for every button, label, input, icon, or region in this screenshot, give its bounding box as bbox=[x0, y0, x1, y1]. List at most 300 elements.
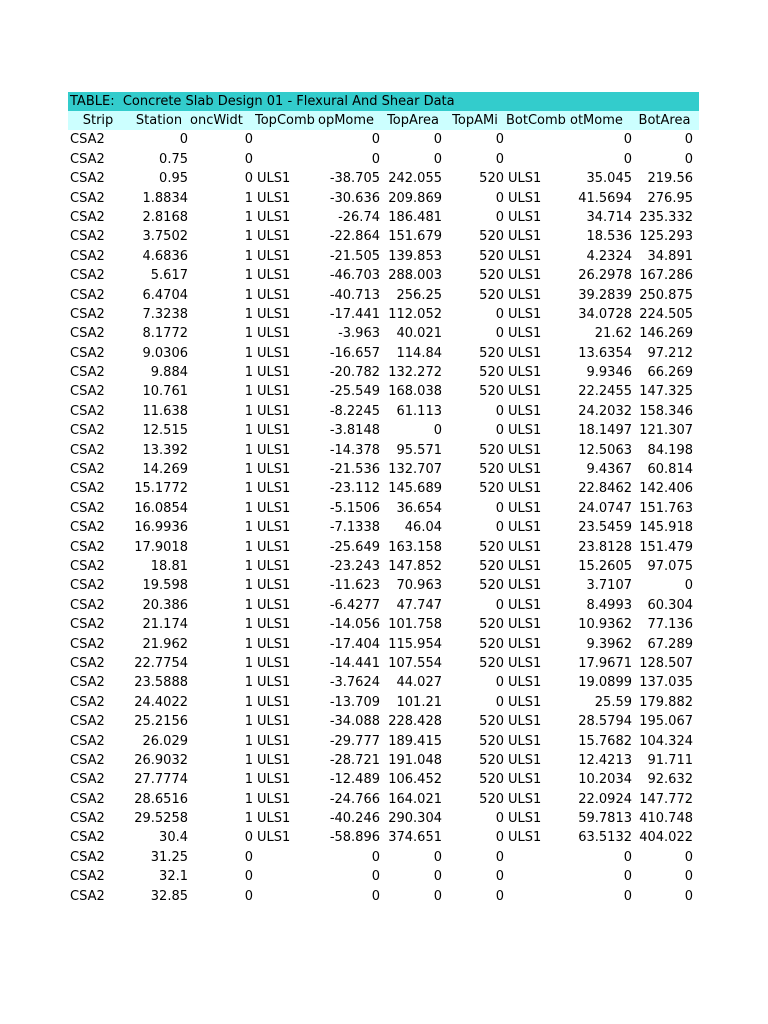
table-cell: 209.869 bbox=[388, 190, 442, 206]
table-cell: 16.0854 bbox=[134, 500, 188, 516]
table-cell: 18.1497 bbox=[578, 423, 632, 439]
table-cell: 0 bbox=[495, 869, 504, 885]
table-cell: 0 bbox=[495, 694, 504, 710]
table-cell: 60.814 bbox=[647, 462, 693, 478]
table-cell: 22.0924 bbox=[578, 791, 632, 807]
table-cell: ULS1 bbox=[257, 578, 291, 594]
table-cell: 0 bbox=[684, 132, 693, 148]
table-cell: -21.505 bbox=[329, 248, 380, 264]
table-cell: 0 bbox=[244, 888, 253, 904]
table-cell: ULS1 bbox=[508, 306, 542, 322]
table-cell: ULS1 bbox=[257, 403, 291, 419]
table-cell: 224.505 bbox=[639, 306, 693, 322]
table-cell: CSA2 bbox=[70, 772, 105, 788]
table-cell: 0 bbox=[684, 869, 693, 885]
table-cell: 20.386 bbox=[142, 597, 188, 613]
table-cell: CSA2 bbox=[70, 869, 105, 885]
table-cell: 1 bbox=[244, 597, 253, 613]
table-cell: -25.549 bbox=[329, 384, 380, 400]
table-cell: 520 bbox=[479, 462, 504, 478]
table-row bbox=[68, 751, 699, 770]
table-cell: 34.714 bbox=[586, 209, 632, 225]
table-cell: CSA2 bbox=[70, 539, 105, 555]
table-row bbox=[68, 227, 699, 246]
table-cell: 0 bbox=[495, 403, 504, 419]
table-cell: 1 bbox=[244, 520, 253, 536]
table-cell: 23.8128 bbox=[578, 539, 632, 555]
table-cell: 10.9362 bbox=[578, 617, 632, 633]
table-cell: -23.243 bbox=[329, 558, 380, 574]
table-cell: CSA2 bbox=[70, 597, 105, 613]
table-cell: ULS1 bbox=[508, 500, 542, 516]
table-cell: CSA2 bbox=[70, 830, 105, 846]
table-cell: 1 bbox=[244, 403, 253, 419]
table-cell: 21.174 bbox=[142, 617, 188, 633]
table-cell: 12.5063 bbox=[578, 442, 632, 458]
table-cell: 520 bbox=[479, 636, 504, 652]
table-cell bbox=[255, 887, 318, 906]
table-cell: 0 bbox=[495, 132, 504, 148]
table-cell: 158.346 bbox=[639, 403, 693, 419]
table-cell: 0 bbox=[244, 132, 253, 148]
table-cell: -7.1338 bbox=[329, 520, 380, 536]
table-cell: 25.2156 bbox=[134, 714, 188, 730]
table-cell: CSA2 bbox=[70, 151, 105, 167]
table-cell: ULS1 bbox=[257, 190, 291, 206]
table-row bbox=[68, 809, 699, 828]
table-cell: -46.703 bbox=[329, 268, 380, 284]
table-cell: ULS1 bbox=[508, 345, 542, 361]
table-cell: 520 bbox=[479, 617, 504, 633]
table-cell: 11.638 bbox=[142, 403, 188, 419]
table-cell: ULS1 bbox=[257, 248, 291, 264]
table-cell bbox=[255, 150, 318, 169]
table-cell: CSA2 bbox=[70, 248, 105, 264]
table-cell: 0 bbox=[495, 326, 504, 342]
table-cell: ULS1 bbox=[257, 306, 291, 322]
table-cell: 132.272 bbox=[388, 365, 442, 381]
table-cell: 22.8462 bbox=[578, 481, 632, 497]
table-cell: 91.711 bbox=[647, 752, 693, 768]
table-cell: 0 bbox=[623, 849, 632, 865]
table-cell: ULS1 bbox=[257, 539, 291, 555]
table-cell: CSA2 bbox=[70, 578, 105, 594]
table-cell: 125.293 bbox=[639, 229, 693, 245]
table-row bbox=[68, 130, 699, 149]
table-cell: ULS1 bbox=[257, 694, 291, 710]
table-cell: 0 bbox=[684, 578, 693, 594]
table-cell: 189.415 bbox=[388, 733, 442, 749]
table-row bbox=[68, 421, 699, 440]
table-cell: 0 bbox=[495, 520, 504, 536]
table-cell: 97.212 bbox=[647, 345, 693, 361]
table-cell: 0 bbox=[433, 423, 442, 439]
table-cell: 26.9032 bbox=[134, 752, 188, 768]
table-cell: 520 bbox=[479, 791, 504, 807]
table-cell: 195.067 bbox=[639, 714, 693, 730]
table-cell: 17.9018 bbox=[134, 539, 188, 555]
table-cell: CSA2 bbox=[70, 345, 105, 361]
table-cell: 0 bbox=[244, 849, 253, 865]
table-row bbox=[68, 324, 699, 343]
table-cell: CSA2 bbox=[70, 733, 105, 749]
table-cell: 228.428 bbox=[388, 714, 442, 730]
table-cell: CSA2 bbox=[70, 268, 105, 284]
table-cell: ULS1 bbox=[257, 655, 291, 671]
table-cell: 28.6516 bbox=[134, 791, 188, 807]
table-cell: 95.571 bbox=[396, 442, 442, 458]
table-cell: 0.75 bbox=[159, 151, 188, 167]
table-cell: 30.4 bbox=[159, 830, 188, 846]
table-cell: CSA2 bbox=[70, 462, 105, 478]
table-cell: CSA2 bbox=[70, 811, 105, 827]
table-cell: -17.404 bbox=[329, 636, 380, 652]
table-cell: 1.8834 bbox=[142, 190, 188, 206]
table-row bbox=[68, 790, 699, 809]
table-cell: CSA2 bbox=[70, 423, 105, 439]
table-cell: 0 bbox=[623, 888, 632, 904]
table-cell: ULS1 bbox=[508, 772, 542, 788]
table-cell: 0 bbox=[371, 849, 380, 865]
table-cell: 520 bbox=[479, 268, 504, 284]
table-cell: 128.507 bbox=[639, 655, 693, 671]
table-cell: -3.7624 bbox=[329, 675, 380, 691]
table-cell: 107.554 bbox=[388, 655, 442, 671]
table-cell: ULS1 bbox=[257, 500, 291, 516]
column-header: otMome bbox=[570, 113, 623, 128]
table-cell: 1 bbox=[244, 752, 253, 768]
table-cell: 40.021 bbox=[396, 326, 442, 342]
table-cell: 186.481 bbox=[388, 209, 442, 225]
table-cell: 1 bbox=[244, 190, 253, 206]
table-cell: ULS1 bbox=[257, 171, 291, 187]
table-cell: 32.1 bbox=[159, 869, 188, 885]
table-cell: 5.617 bbox=[150, 268, 188, 284]
table-cell: 114.84 bbox=[396, 345, 442, 361]
table-cell: -40.246 bbox=[329, 811, 380, 827]
table-row bbox=[68, 305, 699, 324]
table-cell: 0 bbox=[495, 209, 504, 225]
table-cell: 9.884 bbox=[150, 365, 188, 381]
table-cell: 1 bbox=[244, 365, 253, 381]
table-cell: 13.392 bbox=[142, 442, 188, 458]
table-cell bbox=[506, 867, 570, 886]
table-cell: -58.896 bbox=[329, 830, 380, 846]
table-cell bbox=[506, 848, 570, 867]
table-row bbox=[68, 732, 699, 751]
table-cell: CSA2 bbox=[70, 306, 105, 322]
table-cell: 1 bbox=[244, 442, 253, 458]
table-cell: 19.0899 bbox=[578, 675, 632, 691]
table-cell: 151.479 bbox=[639, 539, 693, 555]
table-cell: 147.325 bbox=[639, 384, 693, 400]
table-cell: -3.963 bbox=[338, 326, 380, 342]
table-cell: ULS1 bbox=[508, 830, 542, 846]
table-row bbox=[68, 286, 699, 305]
table-cell: 163.158 bbox=[388, 539, 442, 555]
column-header: Strip bbox=[82, 113, 114, 128]
table-cell: 46.04 bbox=[404, 520, 442, 536]
table-cell: ULS1 bbox=[508, 520, 542, 536]
table-cell: 219.56 bbox=[647, 171, 693, 187]
table-cell: 9.9346 bbox=[586, 365, 632, 381]
table-cell: 1 bbox=[244, 694, 253, 710]
table-cell: -17.441 bbox=[329, 306, 380, 322]
table-row bbox=[68, 887, 699, 906]
table-cell: ULS1 bbox=[508, 539, 542, 555]
table-cell: 0 bbox=[495, 888, 504, 904]
table-cell: ULS1 bbox=[508, 733, 542, 749]
table-cell: 84.198 bbox=[647, 442, 693, 458]
table-cell: 0 bbox=[244, 830, 253, 846]
table-cell: ULS1 bbox=[508, 617, 542, 633]
table-cell: ULS1 bbox=[257, 830, 291, 846]
table-cell: 8.4993 bbox=[586, 597, 632, 613]
table-cell: 0 bbox=[684, 151, 693, 167]
table-cell: 4.6836 bbox=[142, 248, 188, 264]
table-cell: 9.0306 bbox=[142, 345, 188, 361]
table-cell: 15.7682 bbox=[578, 733, 632, 749]
table-row bbox=[68, 382, 699, 401]
table-cell: CSA2 bbox=[70, 558, 105, 574]
table-cell: 22.2455 bbox=[578, 384, 632, 400]
table-cell: 10.2034 bbox=[578, 772, 632, 788]
column-header: BotArea bbox=[638, 113, 691, 128]
table-cell: 9.4367 bbox=[586, 462, 632, 478]
table-cell: CSA2 bbox=[70, 849, 105, 865]
table-cell: 1 bbox=[244, 714, 253, 730]
table-cell: 0 bbox=[244, 869, 253, 885]
table-cell: 15.2605 bbox=[578, 558, 632, 574]
table-cell: 0 bbox=[495, 423, 504, 439]
table-cell: CSA2 bbox=[70, 209, 105, 225]
table-cell: 0 bbox=[433, 849, 442, 865]
table-cell: 1 bbox=[244, 345, 253, 361]
table-cell: 147.852 bbox=[388, 558, 442, 574]
table-cell: 1 bbox=[244, 791, 253, 807]
table-cell: ULS1 bbox=[508, 655, 542, 671]
table-cell: 21.962 bbox=[142, 636, 188, 652]
table-cell bbox=[255, 848, 318, 867]
table-cell: 24.2032 bbox=[578, 403, 632, 419]
table-cell: 374.651 bbox=[388, 830, 442, 846]
table-cell: 92.632 bbox=[647, 772, 693, 788]
table-cell: 520 bbox=[479, 733, 504, 749]
table-cell: 19.598 bbox=[142, 578, 188, 594]
table-row bbox=[68, 867, 699, 886]
table-cell: 15.1772 bbox=[134, 481, 188, 497]
header-row bbox=[68, 111, 699, 130]
table-row bbox=[68, 441, 699, 460]
table-cell: 14.269 bbox=[142, 462, 188, 478]
table-cell: 142.406 bbox=[639, 481, 693, 497]
table-row bbox=[68, 189, 699, 208]
table-row bbox=[68, 673, 699, 692]
table-cell: CSA2 bbox=[70, 442, 105, 458]
table-cell: ULS1 bbox=[257, 597, 291, 613]
table-cell: ULS1 bbox=[508, 248, 542, 264]
table-cell: 24.4022 bbox=[134, 694, 188, 710]
table-cell: ULS1 bbox=[257, 287, 291, 303]
table-cell: ULS1 bbox=[508, 578, 542, 594]
table-cell: ULS1 bbox=[257, 520, 291, 536]
table-cell: 520 bbox=[479, 558, 504, 574]
table-cell: 9.3962 bbox=[586, 636, 632, 652]
table-cell: -14.441 bbox=[329, 655, 380, 671]
table-cell: 520 bbox=[479, 345, 504, 361]
table-cell: 1 bbox=[244, 811, 253, 827]
table-cell: 151.679 bbox=[388, 229, 442, 245]
table-cell: 101.758 bbox=[388, 617, 442, 633]
table-cell: 235.332 bbox=[639, 209, 693, 225]
table-cell: 0 bbox=[684, 888, 693, 904]
table-cell: 520 bbox=[479, 578, 504, 594]
table-cell: -5.1506 bbox=[329, 500, 380, 516]
table-cell: 16.9936 bbox=[134, 520, 188, 536]
table-cell: ULS1 bbox=[257, 636, 291, 652]
table-cell: 520 bbox=[479, 248, 504, 264]
table-cell: 1 bbox=[244, 539, 253, 555]
table-cell: 1 bbox=[244, 229, 253, 245]
table-cell: 0 bbox=[623, 869, 632, 885]
table-cell: 25.59 bbox=[594, 694, 632, 710]
table-cell: 0 bbox=[244, 171, 253, 187]
table-cell: CSA2 bbox=[70, 520, 105, 536]
table-row bbox=[68, 848, 699, 867]
table-cell: ULS1 bbox=[508, 558, 542, 574]
table-cell: 520 bbox=[479, 384, 504, 400]
table-cell: 410.748 bbox=[639, 811, 693, 827]
table-row bbox=[68, 518, 699, 537]
table-cell: ULS1 bbox=[257, 675, 291, 691]
table-cell bbox=[506, 150, 570, 169]
table-cell: -14.378 bbox=[329, 442, 380, 458]
table-cell: 121.307 bbox=[639, 423, 693, 439]
table-cell: CSA2 bbox=[70, 190, 105, 206]
table-cell: CSA2 bbox=[70, 403, 105, 419]
table-cell: 1 bbox=[244, 655, 253, 671]
table-cell: 12.515 bbox=[142, 423, 188, 439]
table-body bbox=[68, 130, 699, 906]
table-cell: 520 bbox=[479, 287, 504, 303]
table-cell: 520 bbox=[479, 481, 504, 497]
table-cell: 104.324 bbox=[639, 733, 693, 749]
table-cell: ULS1 bbox=[508, 752, 542, 768]
table-cell: ULS1 bbox=[508, 791, 542, 807]
table-cell: 61.113 bbox=[396, 403, 442, 419]
table-row bbox=[68, 402, 699, 421]
table-cell: 60.304 bbox=[647, 597, 693, 613]
table-cell: 137.035 bbox=[639, 675, 693, 691]
table-cell: ULS1 bbox=[508, 811, 542, 827]
table-cell: -25.649 bbox=[329, 539, 380, 555]
table-cell: -34.088 bbox=[329, 714, 380, 730]
table-cell: -14.056 bbox=[329, 617, 380, 633]
table-cell: -8.2245 bbox=[329, 403, 380, 419]
table-cell: 132.707 bbox=[388, 462, 442, 478]
table-cell: 1 bbox=[244, 287, 253, 303]
table-cell: ULS1 bbox=[257, 326, 291, 342]
table-cell: CSA2 bbox=[70, 481, 105, 497]
table-cell: 36.654 bbox=[396, 500, 442, 516]
table-cell: ULS1 bbox=[508, 694, 542, 710]
table-cell: 0 bbox=[371, 888, 380, 904]
table-cell: 1 bbox=[244, 209, 253, 225]
table-cell: 4.2324 bbox=[586, 248, 632, 264]
table-cell: 41.5694 bbox=[578, 190, 632, 206]
table-cell: 0 bbox=[495, 849, 504, 865]
table-cell: ULS1 bbox=[508, 481, 542, 497]
table-cell: ULS1 bbox=[508, 403, 542, 419]
table-cell: 67.289 bbox=[647, 636, 693, 652]
table-cell: CSA2 bbox=[70, 694, 105, 710]
table-cell: -28.721 bbox=[329, 752, 380, 768]
table-cell: -38.705 bbox=[329, 171, 380, 187]
table-row bbox=[68, 460, 699, 479]
table-cell: ULS1 bbox=[257, 558, 291, 574]
table-cell: 3.7107 bbox=[586, 578, 632, 594]
table-cell: 0 bbox=[495, 830, 504, 846]
table-row bbox=[68, 538, 699, 557]
table-cell: 77.136 bbox=[647, 617, 693, 633]
table-row bbox=[68, 499, 699, 518]
table-cell: -12.489 bbox=[329, 772, 380, 788]
table-cell: 1 bbox=[244, 617, 253, 633]
table-cell: 404.022 bbox=[639, 830, 693, 846]
table-cell: ULS1 bbox=[257, 384, 291, 400]
table-cell: 1 bbox=[244, 772, 253, 788]
table-cell: ULS1 bbox=[508, 326, 542, 342]
table-cell: ULS1 bbox=[508, 442, 542, 458]
table-cell: -24.766 bbox=[329, 791, 380, 807]
table-row bbox=[68, 654, 699, 673]
table-cell: 66.269 bbox=[647, 365, 693, 381]
table-cell: 1 bbox=[244, 636, 253, 652]
table-cell: 1 bbox=[244, 675, 253, 691]
table-cell: ULS1 bbox=[508, 462, 542, 478]
table-cell: 145.689 bbox=[388, 481, 442, 497]
table-cell: ULS1 bbox=[257, 229, 291, 245]
table-cell: 39.2839 bbox=[578, 287, 632, 303]
table-cell: 26.029 bbox=[142, 733, 188, 749]
table-cell: -26.74 bbox=[338, 209, 380, 225]
table-row bbox=[68, 576, 699, 595]
table-cell: 520 bbox=[479, 365, 504, 381]
table-cell: 139.853 bbox=[388, 248, 442, 264]
table-cell: CSA2 bbox=[70, 714, 105, 730]
table-cell: 520 bbox=[479, 752, 504, 768]
table-cell: 1 bbox=[244, 248, 253, 264]
table-cell: CSA2 bbox=[70, 171, 105, 187]
table-cell: 0 bbox=[433, 132, 442, 148]
table-cell: 167.286 bbox=[639, 268, 693, 284]
table-cell: 0.95 bbox=[159, 171, 188, 187]
table-cell: 0 bbox=[623, 132, 632, 148]
table-cell: 32.85 bbox=[150, 888, 188, 904]
table-cell: CSA2 bbox=[70, 675, 105, 691]
table-cell: 22.7754 bbox=[134, 655, 188, 671]
column-header: oncWidt bbox=[190, 113, 243, 128]
table-cell: 34.0728 bbox=[578, 306, 632, 322]
table-cell: 1 bbox=[244, 578, 253, 594]
table-cell: ULS1 bbox=[508, 597, 542, 613]
table-cell: 1 bbox=[244, 268, 253, 284]
table-cell: -11.623 bbox=[329, 578, 380, 594]
table-cell: 18.81 bbox=[150, 558, 188, 574]
table-cell: ULS1 bbox=[257, 791, 291, 807]
table-cell: 0 bbox=[684, 849, 693, 865]
table-cell: -23.112 bbox=[329, 481, 380, 497]
